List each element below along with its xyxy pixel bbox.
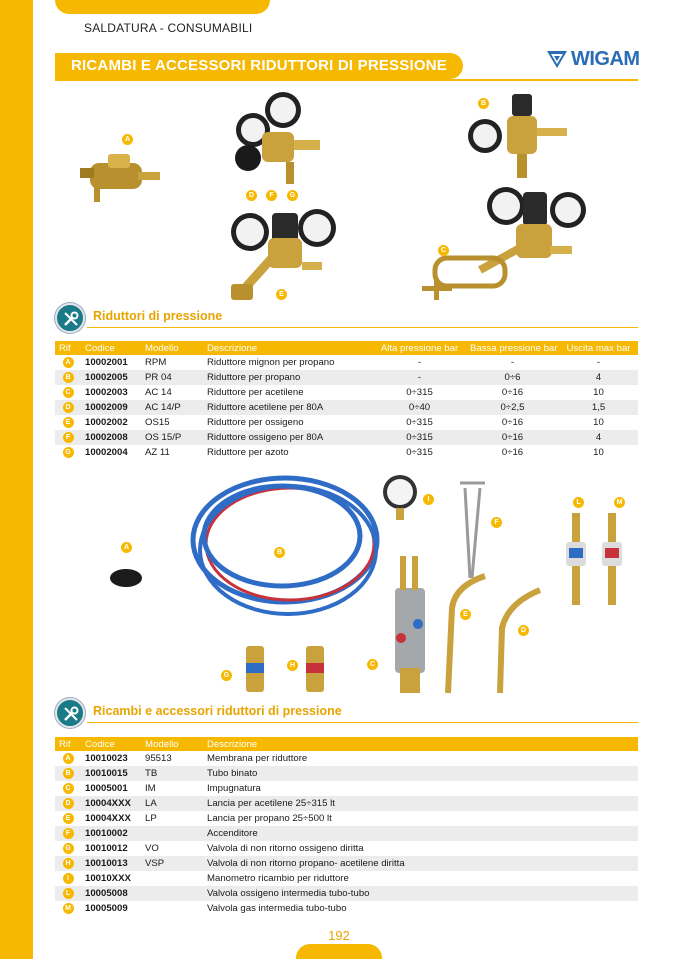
modello-cell: OS15: [145, 417, 170, 428]
col-descrizione: Descrizione: [203, 341, 373, 355]
rif-badge: F: [63, 432, 74, 443]
table-row: [55, 796, 638, 811]
photo-label-d: D: [246, 190, 257, 201]
photo-label-c: C: [438, 245, 449, 256]
table-row: [55, 841, 638, 856]
bassa-cell: 0÷16: [501, 387, 524, 398]
codice-cell: 10004XXX: [85, 813, 131, 824]
codice-cell: 10002008: [81, 430, 141, 445]
intermediate-valve-oxygen-image: [566, 513, 586, 605]
modello-cell: [141, 871, 203, 886]
rif-badge: F: [63, 828, 74, 839]
col-descrizione: Descrizione: [203, 737, 638, 751]
modello-cell: OS 15/P: [141, 430, 203, 445]
alta-cell: -: [417, 357, 422, 368]
section-heading-regulators: [55, 303, 638, 335]
bassa-cell: -: [510, 357, 515, 368]
rif-badge: I: [63, 873, 74, 884]
lance-acetylene-image: [500, 590, 540, 693]
col-rif: Rif: [55, 341, 81, 355]
descrizione-cell: Valvola di non ritorno ossigeno diritta: [207, 843, 364, 854]
modello-cell: [141, 886, 203, 901]
codice-cell: 10005008: [81, 886, 141, 901]
valve-oxygen-image: [246, 646, 264, 692]
descrizione-cell: Riduttore ossigeno per 80A: [203, 430, 373, 445]
catalog-section-label: SALDATURA - CONSUMABILI: [84, 21, 253, 35]
codice-cell: 10002009: [81, 400, 141, 415]
table-row: [55, 445, 638, 460]
modello-cell: [141, 901, 203, 916]
gauge-image: [383, 475, 417, 520]
alta-cell: 0÷315: [406, 447, 433, 458]
alta-cell: 0÷40: [373, 400, 466, 415]
modello-cell: VO: [145, 843, 159, 854]
table-row: [55, 766, 638, 781]
hose-image: [193, 478, 377, 614]
photo-label-m: M: [614, 497, 625, 508]
table-row: [55, 415, 638, 430]
uscita-cell: 10: [593, 447, 604, 458]
page-number-tab: [296, 944, 382, 959]
bassa-cell: 0÷16: [466, 430, 559, 445]
bassa-cell: 0÷6: [466, 370, 559, 385]
descrizione-cell: Tubo binato: [203, 766, 638, 781]
photo-label-l: L: [573, 497, 584, 508]
alta-cell: -: [373, 370, 466, 385]
table-row: [55, 400, 638, 415]
descrizione-cell: Riduttore per ossigeno: [207, 417, 304, 428]
codice-cell: 10002005: [81, 370, 141, 385]
table-row: [55, 886, 638, 901]
codice-cell: 10002003: [85, 387, 128, 398]
uscita-cell: 1,5: [559, 400, 638, 415]
codice-cell: 10005009: [85, 903, 128, 914]
regulators-table: [55, 341, 638, 460]
table-header-row: [55, 341, 638, 355]
col-modello: Modello: [141, 341, 203, 355]
top-tab: [55, 0, 270, 14]
rif-badge: M: [63, 903, 74, 914]
uscita-cell: 4: [559, 430, 638, 445]
regulator-dfg-image: [235, 92, 320, 184]
photo-label-f: F: [491, 517, 502, 528]
col-codice: Codice: [81, 737, 141, 751]
photo-label-f: F: [266, 190, 277, 201]
descrizione-cell: Lancia per acetilene 25÷315 lt: [203, 796, 638, 811]
bassa-cell: 0÷2,5: [466, 400, 559, 415]
codice-cell: 10002001: [85, 357, 128, 368]
table-row: [55, 370, 638, 385]
membrane-image: [110, 569, 142, 587]
brand-logo-text: WIGAM: [571, 48, 640, 70]
codice-cell: 10010023: [85, 753, 128, 764]
uscita-cell: 4: [559, 370, 638, 385]
descrizione-cell: Riduttore acetilene per 80A: [203, 400, 373, 415]
rif-badge: C: [63, 783, 74, 794]
section-heading-accessories: [55, 698, 638, 730]
table-row: [55, 751, 638, 766]
codice-cell: 10002002: [85, 417, 128, 428]
uscita-cell: 10: [593, 417, 604, 428]
photo-label-h: H: [287, 660, 298, 671]
left-accent-bar: [0, 0, 33, 959]
brand-logo-mark-icon: [546, 48, 568, 70]
rif-badge: A: [63, 357, 74, 368]
photo-label-b: B: [274, 547, 285, 558]
descrizione-cell: Membrana per riduttore: [207, 753, 308, 764]
descrizione-cell: Lancia per propano 25÷500 lt: [207, 813, 332, 824]
codice-cell: 10002004: [85, 447, 128, 458]
descrizione-cell: Riduttore mignon per propano: [207, 357, 335, 368]
modello-cell: VSP: [141, 856, 203, 871]
table-row: [55, 856, 638, 871]
title-underline: [55, 79, 638, 81]
section-heading-line: [87, 722, 638, 723]
descrizione-cell: Impugnatura: [207, 783, 261, 794]
photo-label-e: E: [276, 289, 287, 300]
tools-icon: [55, 303, 85, 333]
descrizione-cell: Riduttore per acetilene: [207, 387, 304, 398]
codice-cell: 10010XXX: [85, 873, 131, 884]
codice-cell: 10010015: [81, 766, 141, 781]
rif-badge: D: [63, 798, 74, 809]
section-heading-text: Ricambi e accessori riduttori di pressione: [93, 704, 342, 718]
accessories-photo: [60, 468, 635, 700]
col-alta-pressione: Alta pressione bar: [373, 341, 466, 355]
modello-cell: IM: [145, 783, 156, 794]
photo-label-c: C: [367, 659, 378, 670]
modello-cell: 95513: [145, 753, 172, 764]
modello-cell: RPM: [145, 357, 167, 368]
photo-label-g: G: [287, 190, 298, 201]
descrizione-cell: Accenditore: [203, 826, 638, 841]
photo-label-a: A: [122, 134, 133, 145]
codice-cell: 10004XXX: [81, 796, 141, 811]
regulators-photo: [60, 88, 620, 303]
descrizione-cell: Valvola gas intermedia tubo-tubo: [207, 903, 347, 914]
descrizione-cell: Riduttore per propano: [203, 370, 373, 385]
rif-badge: E: [63, 417, 74, 428]
modello-cell: AZ 11: [145, 447, 170, 458]
modello-cell: LA: [141, 796, 203, 811]
rif-badge: D: [63, 402, 74, 413]
codice-cell: 10010012: [85, 843, 128, 854]
regulator-a-image: [80, 154, 160, 202]
rif-badge: H: [63, 858, 74, 869]
table-header-row: [55, 737, 638, 751]
bassa-cell: 0÷16: [501, 417, 524, 428]
page-title: RICAMBI E ACCESSORI RIDUTTORI DI PRESSIONE: [71, 57, 447, 74]
modello-cell: AC 14: [145, 387, 172, 398]
rif-badge: L: [63, 888, 74, 899]
lighter-image: [460, 483, 485, 578]
descrizione-cell: Riduttore per azoto: [207, 447, 289, 458]
alta-cell: 0÷315: [406, 417, 433, 428]
rif-badge: B: [63, 372, 74, 383]
col-rif: Rif: [55, 737, 81, 751]
regulator-c-image: [422, 187, 586, 300]
page-title-bar: [55, 53, 463, 79]
codice-cell: 10010013: [81, 856, 141, 871]
table-row: [55, 781, 638, 796]
intermediate-valve-gas-image: [602, 513, 622, 605]
descrizione-cell: Valvola ossigeno intermedia tubo-tubo: [203, 886, 638, 901]
handle-image: [395, 556, 425, 693]
rif-badge: B: [63, 768, 74, 779]
table-row: [55, 385, 638, 400]
valve-propane-image: [306, 646, 324, 692]
alta-cell: 0÷315: [406, 387, 433, 398]
page-number: 192: [328, 928, 350, 943]
photo-label-g: G: [221, 670, 232, 681]
section-heading-line: [87, 327, 638, 328]
col-bassa-pressione: Bassa pressione bar: [466, 341, 559, 355]
modello-cell: PR 04: [141, 370, 203, 385]
modello-cell: AC 14/P: [141, 400, 203, 415]
rif-badge: G: [63, 843, 74, 854]
bassa-cell: 0÷16: [501, 447, 524, 458]
section-heading-text: Riduttori di pressione: [93, 309, 223, 323]
photo-label-e: E: [460, 609, 471, 620]
table-row: [55, 871, 638, 886]
modello-cell: TB: [141, 766, 203, 781]
codice-cell: 10010002: [81, 826, 141, 841]
rif-badge: C: [63, 387, 74, 398]
regulator-e-image: [231, 209, 336, 300]
modello-cell: LP: [145, 813, 157, 824]
descrizione-cell: Valvola di non ritorno propano- acetilene diritta: [203, 856, 638, 871]
tools-icon: [55, 698, 85, 728]
table-row: [55, 355, 638, 370]
rif-badge: G: [63, 447, 74, 458]
alta-cell: 0÷315: [373, 430, 466, 445]
col-modello: Modello: [141, 737, 203, 751]
table-row: [55, 430, 638, 445]
table-row: [55, 901, 638, 916]
table-row: [55, 811, 638, 826]
col-uscita-max: Uscita max bar: [559, 341, 638, 355]
photo-label-b: B: [478, 98, 489, 109]
brand-logo: [546, 46, 638, 74]
descrizione-cell: Manometro ricambio per riduttore: [207, 873, 349, 884]
photo-label-i: I: [423, 494, 434, 505]
uscita-cell: 10: [593, 387, 604, 398]
uscita-cell: -: [596, 357, 601, 368]
modello-cell: [141, 826, 203, 841]
photo-label-a: A: [121, 542, 132, 553]
rif-badge: A: [63, 753, 74, 764]
photo-label-d: D: [518, 625, 529, 636]
codice-cell: 10005001: [85, 783, 128, 794]
rif-badge: E: [63, 813, 74, 824]
lance-propane-image: [448, 576, 485, 693]
table-row: [55, 826, 638, 841]
col-codice: Codice: [81, 341, 141, 355]
accessories-table: [55, 737, 638, 916]
